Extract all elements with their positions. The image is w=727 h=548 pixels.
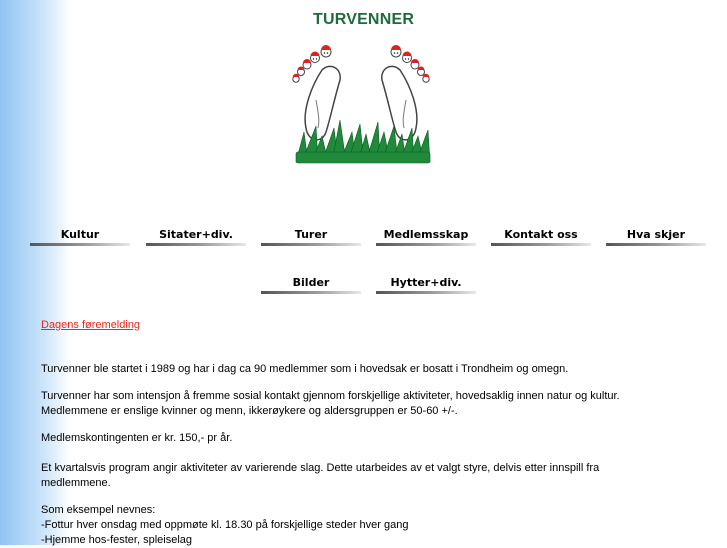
nav-kultur-label: Kultur [60,228,100,241]
nav-turer-label: Turer [294,228,328,241]
nav-kontakt-oss[interactable] [491,228,591,246]
program-line-1: Et kvartalsvis program angir aktiviteter av varierende slag. Dette utarbeides av et valgt styre, delvis etter innspill fra [41,462,600,474]
nav-sitater[interactable] [146,228,246,246]
intention-line-1: Turvenner har som intensjon å fremme sosial kontakt gjennom forskjellige aktiviteter, hovedsaklig innen natur og kultur. [41,390,620,402]
nav-hva-skjer[interactable] [606,228,706,246]
dagens-foremelding-link[interactable]: Dagens føremelding [41,319,141,331]
nav-underline [146,243,246,246]
nav-hytter-label: Hytter+div. [390,276,462,289]
nav-underline [376,243,476,246]
membership-fee-paragraph: Medlemskontingenten er kr. 150,- pr år. [41,432,233,444]
nav-sitater-label: Sitater+div. [159,228,233,241]
nav-underline [606,243,706,246]
nav-hytter[interactable] [376,276,476,294]
example-hjemme-hos: -Hjemme hos-fester, spleiselag [41,534,193,546]
example-fottur: -Fottur hver onsdag med oppmøte kl. 18.30 på forskjellige steder hver gang [41,519,409,531]
nav-underline [261,291,361,294]
examples-heading: Som eksempel nevnes: [41,504,156,516]
nav-kultur[interactable] [30,228,130,246]
nav-underline [376,291,476,294]
intention-line-2: Medlemmene er enslige kvinner og menn, ikkerøykere og aldersgruppen er 50-60 +/-. [41,405,458,417]
intro-paragraph: Turvenner ble startet i 1989 og har i dag ca 90 medlemmer som i hovedsak er bosatt i Trondheim og omegn. [41,363,569,375]
nav-bilder-label: Bilder [292,276,330,289]
nav-hva-skjer-label: Hva skjer [626,228,686,241]
nav-underline [30,243,130,246]
nav-bilder[interactable] [261,276,361,294]
nav-turer[interactable] [261,228,361,246]
nav-underline [491,243,591,246]
nav-kontakt-oss-label: Kontakt oss [504,228,578,241]
nav-medlemsskap-label: Medlemsskap [383,228,469,241]
feet-in-grass-logo [282,40,442,166]
nav-medlemsskap[interactable] [376,228,476,246]
site-title: TURVENNER [313,11,415,28]
program-line-2: medlemmene. [41,477,111,489]
nav-underline [261,243,361,246]
